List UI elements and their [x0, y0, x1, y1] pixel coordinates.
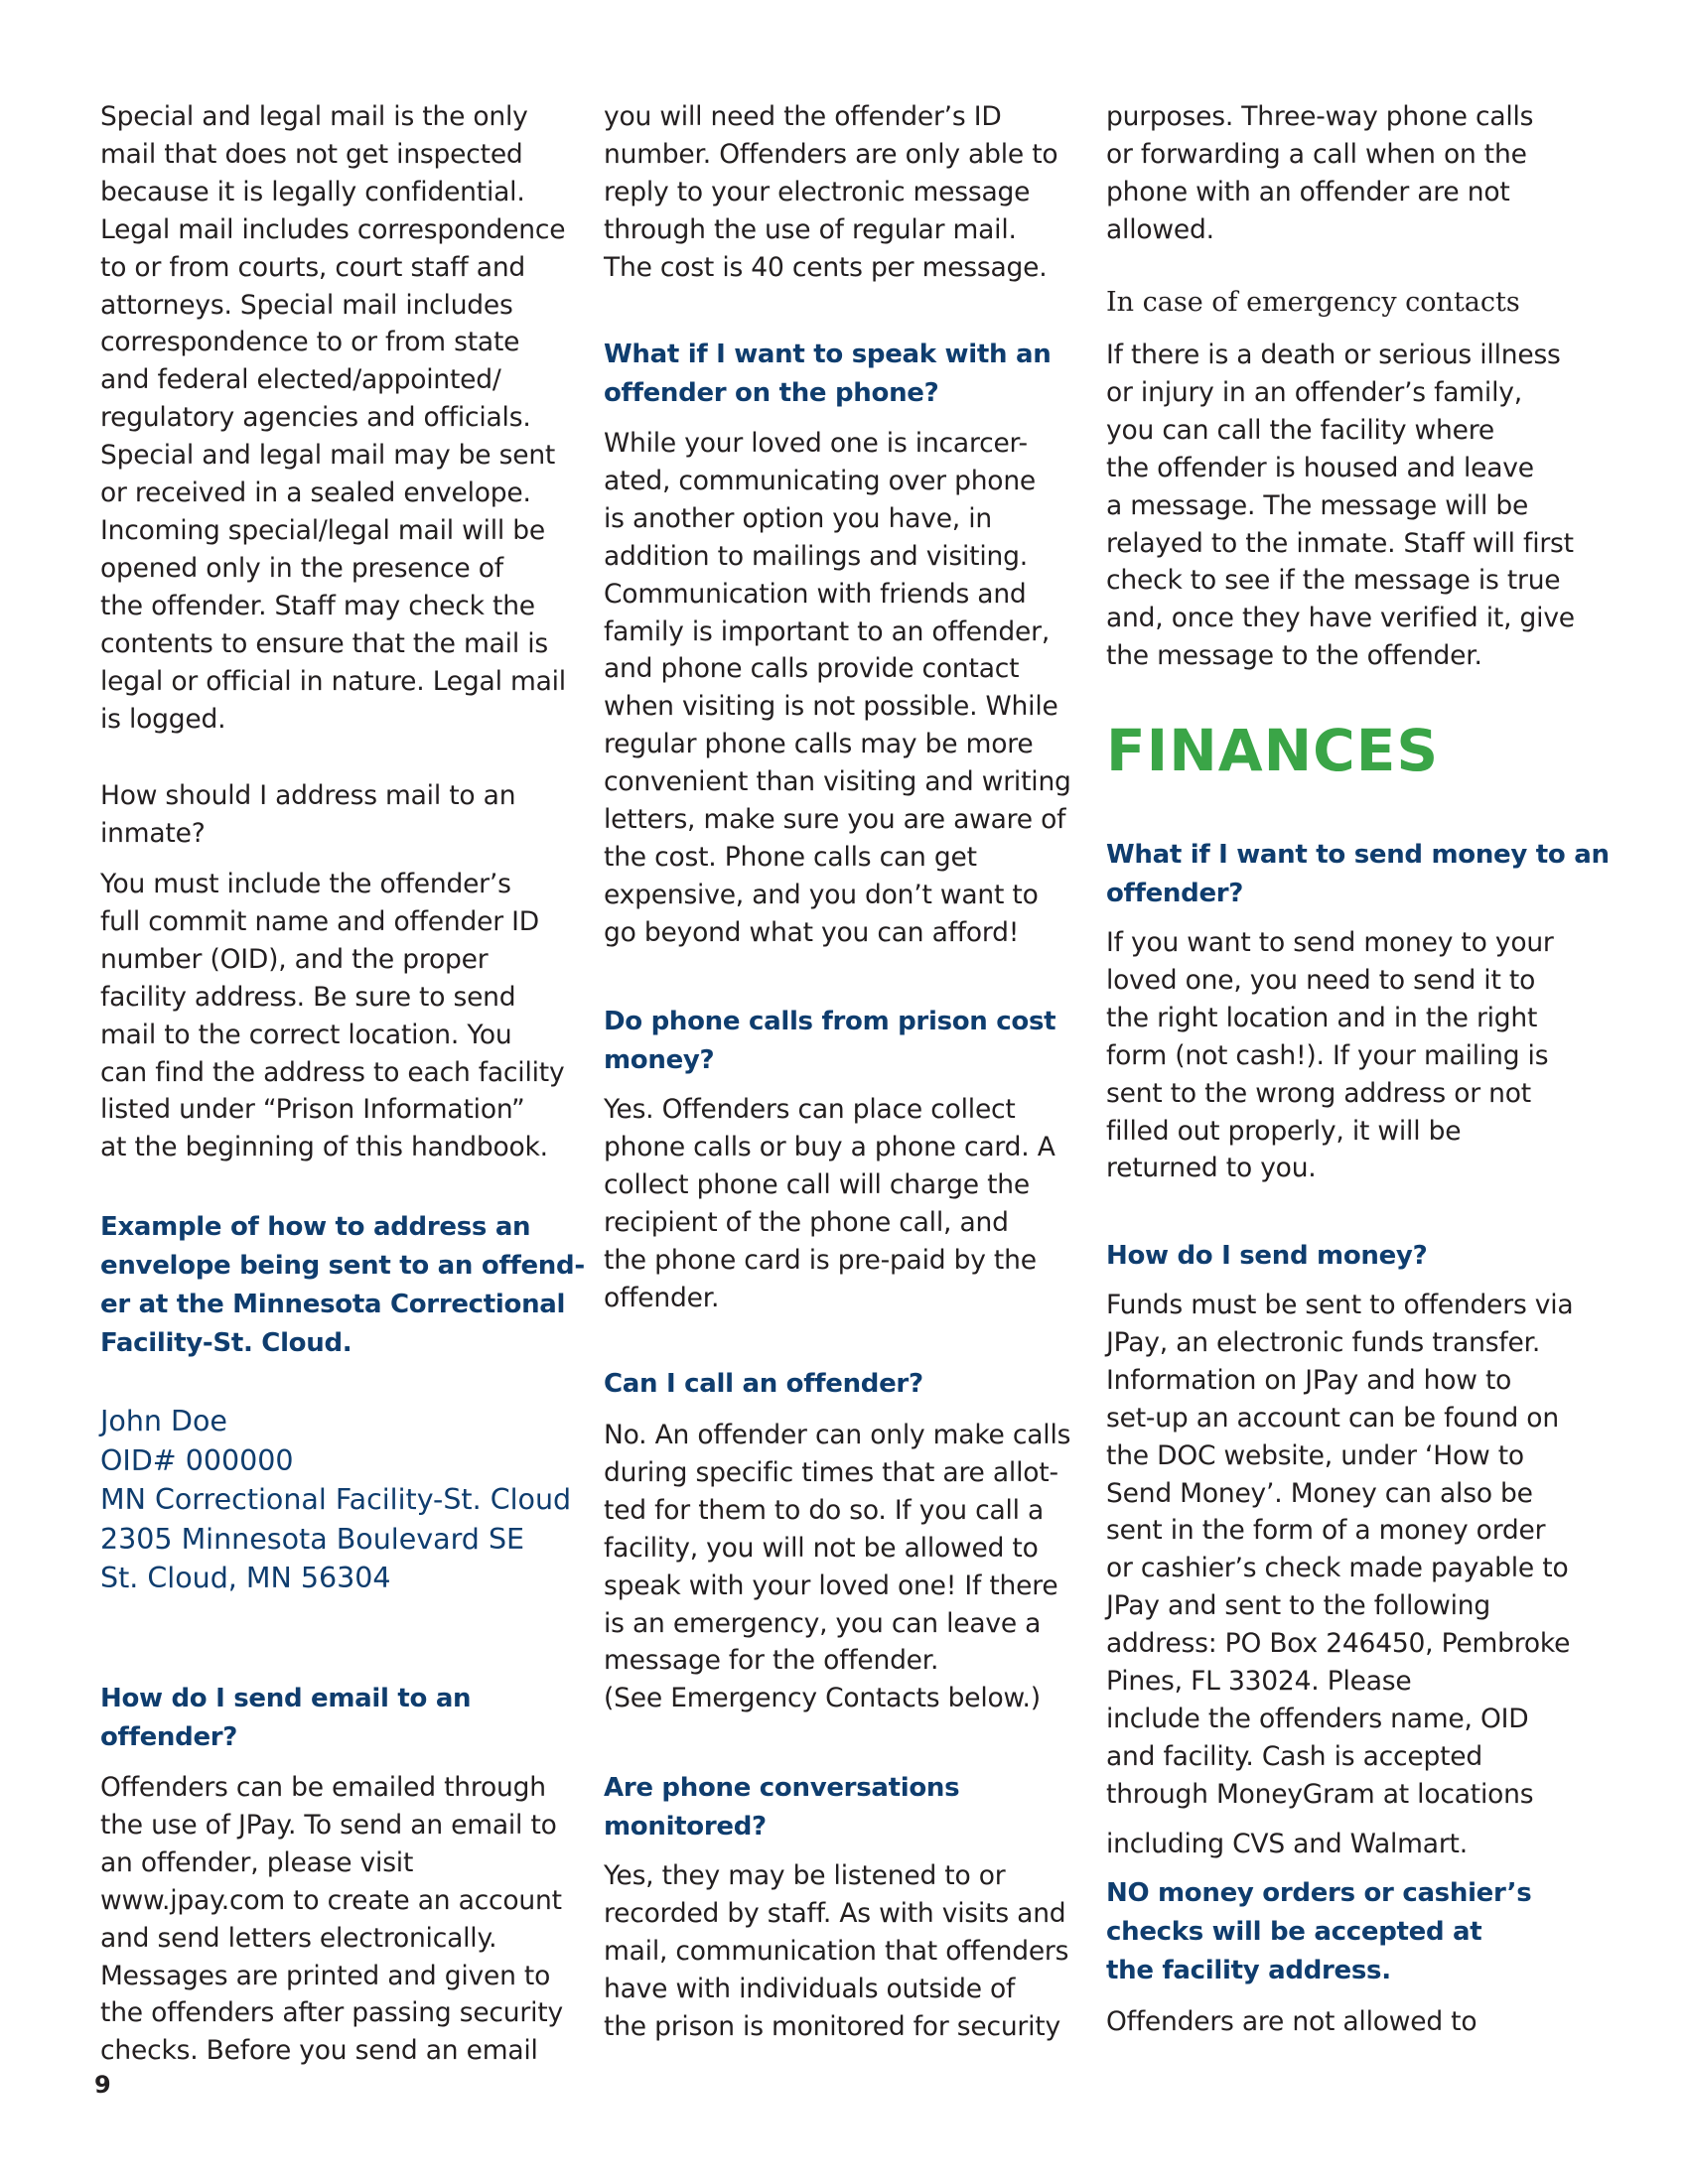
finances-section-title: FINANCES	[1106, 717, 1440, 784]
monitored-paragraph-cont: purposes. Three-way phone calls or forwarding a call when on the phone with an offender are not allowed.	[1106, 101, 1534, 245]
emergency-paragraph: If there is a death or serious illness or injury in an offender’s family, you can call the facility where the offender is housed and leave a message. The message will be relayed to the inmate. Staff will first check to see if the message is true and, once they have verified it, give the message to the offender.	[1106, 340, 1575, 672]
emergency-title: In case of emergency contacts	[1106, 287, 1520, 318]
address-question: How should I address mail to an inmate?	[100, 780, 516, 849]
email-heading: How do I send email to an offender?	[100, 1684, 472, 1752]
cost-paragraph: Yes. Offenders can place collect phone calls or buy a phone card. A collect phone call will charge the recipient of the phone call, and the phone card is pre-paid by the offender.	[604, 1094, 1055, 1313]
example-heading: Example of how to address an envelope being sent to an offend- er at the Minnesota Correctional Facility-St. Cloud.	[100, 1212, 585, 1358]
cost-heading: Do phone calls from prison cost money?	[604, 1007, 1056, 1075]
how-send-heading: How do I send money?	[1106, 1241, 1428, 1271]
call-paragraph: No. An offender can only make calls during specific times that are allot- ted for them to do so. If you call a facility, you will not be allowed to speak with your loved one! If there is an emergency, you can leave a message for the offender. (See Emergency Contacts below.)	[604, 1420, 1071, 1714]
no-money-orders-notice: NO money orders or cashier’s checks will be accepted at the facility address.	[1106, 1878, 1532, 1985]
email-paragraph: Offenders can be emailed through the use of JPay. To send an email to an offender, please visit www.jpay.com to create an account and send letters electronically. Messages are printed and given to the offenders after passing security checks. Before you send an email	[100, 1772, 563, 2067]
email-paragraph-cont: you will need the offender’s ID number. Offenders are only able to reply to your electronic message through the use of regular mail. The cost is 40 cents per message.	[604, 101, 1058, 283]
how-send-paragraph: Funds must be sent to offenders via JPay, an electronic funds transfer. Information on JPay and how to set-up an account can be found on the DOC website, under ‘How to Send Money’. Money can also be sent in the form of a money order or cashier’s check made payable to JPay and sent to the following address: PO Box 246450, Pembroke Pines, FL 33024. Please include the offenders name, OID and facility. Cash is accepted through MoneyGram at locations	[1106, 1290, 1574, 1810]
monitored-paragraph: Yes, they may be listened to or recorded by staff. As with visits and mail, communication that offenders have with individuals outside of the prison is monitored for security	[604, 1860, 1069, 2042]
send-money-heading: What if I want to send money to an offender?	[1106, 840, 1610, 908]
send-money-paragraph: If you want to send money to your loved one, you need to send it to the right location and in the right form (not cash!). If your mailing is sent to the wrong address or not filled out properly, it will be returned to you.	[1106, 927, 1554, 1184]
page-number: 9	[94, 2071, 111, 2099]
phone-paragraph: While your loved one is incarcer- ated, communicating over phone is another option you have, in addition to mailings and visiting. Communication with friends and family is important to an offender, and phone calls provide contact when visiting is not possible. While regular phone calls may be more convenient than visiting and writing letters, make sure you are aware of the cost. Phone calls can get expensive, and you don’t want to go beyond what you can afford!	[604, 428, 1071, 948]
monitored-heading: Are phone conversations monitored?	[604, 1773, 960, 1842]
how-send-paragraph-end: including CVS and Walmart.	[1106, 1829, 1468, 1859]
address-paragraph: You must include the offender’s full commit name and offender ID number (OID), and the proper facility address. Be sure to send mail to the correct location. You can find the address to each facility listed under “Prison Information” at the beginning of this handbook.	[100, 869, 565, 1163]
legal-mail-paragraph: Special and legal mail is the only mail that does not get inspected because it is legally confidential. Legal mail includes correspondence to or from courts, court staff and attorneys. Special mail includes correspondence to or from state and federal elected/appointed/ regulatory agencies and officials. Special and legal mail may be sent or received in a sealed envelope. Incoming special/legal mail will be opened only in the presence of the offender. Staff may check the contents to ensure that the mail is legal or official in nature. Legal mail is logged.	[100, 101, 566, 735]
example-address: John Doe OID# 000000 MN Correctional Facility-St. Cloud 2305 Minnesota Boulevard SE St. Cloud, MN 56304	[100, 1405, 572, 1594]
offenders-not-allowed-paragraph: Offenders are not allowed to	[1106, 2006, 1477, 2037]
call-heading: Can I call an offender?	[604, 1369, 923, 1399]
phone-heading: What if I want to speak with an offender on the phone?	[604, 340, 1052, 408]
